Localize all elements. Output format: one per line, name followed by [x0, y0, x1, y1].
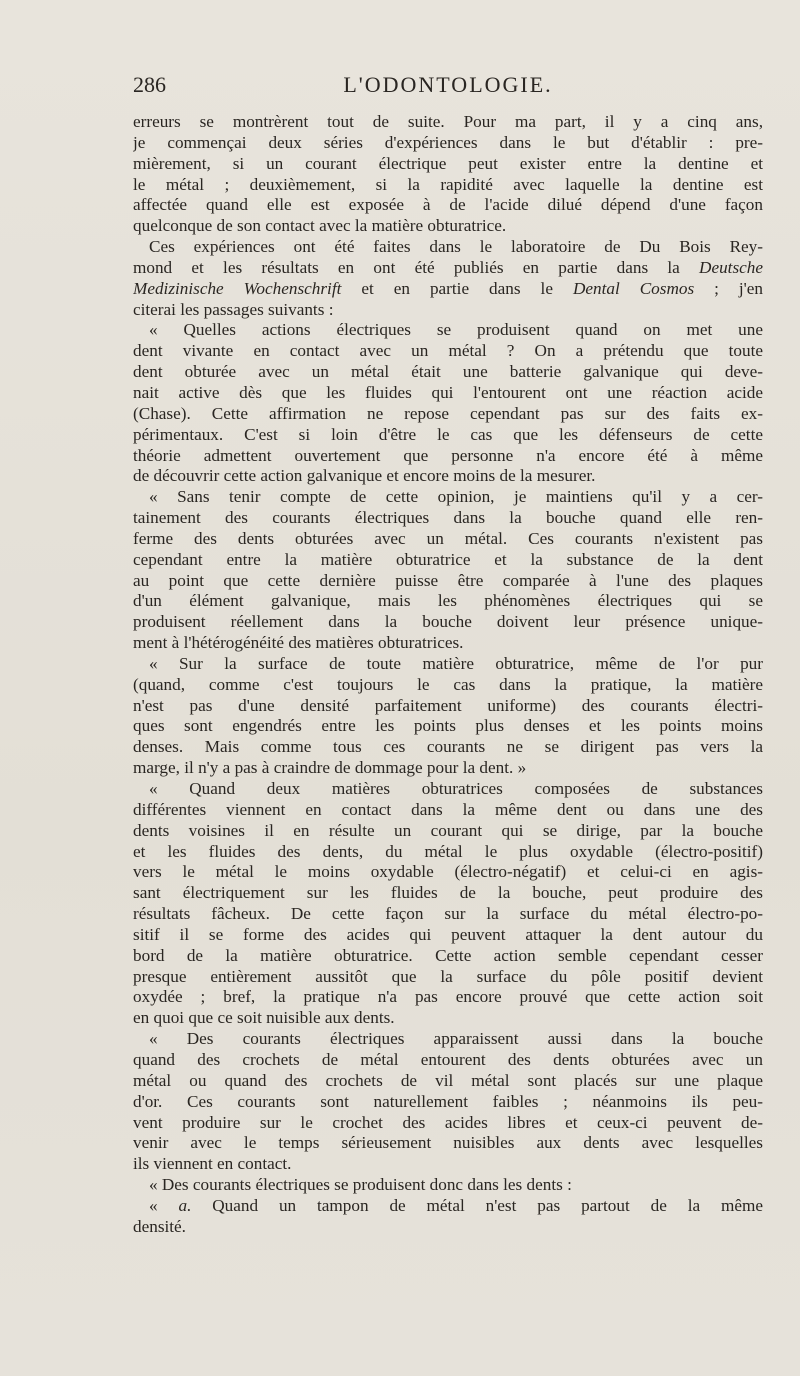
text-line: ferme des dents obturées avec un métal. Ces courants n'existent pas — [133, 528, 763, 548]
running-title: L'ODONTOLOGIE. — [343, 72, 553, 97]
text-line: dent vivante en contact avec un métal ? On a prétendu que toute — [133, 341, 763, 361]
text-line: tainement des courants électriques dans la bouche quand elle ren- — [133, 508, 763, 528]
text-line: bord de la matière obturatrice. Cette action semble cependant cesser — [133, 945, 763, 965]
body-text — [133, 112, 763, 1238]
text-line: le métal ; deuxièmement, si la rapidité avec laquelle la dentine est — [133, 174, 763, 194]
text-line: dents voisines il en résulte un courant qui se dirige, par la bouche — [133, 820, 763, 840]
text-segment: mond et les résultats en ont été publiés en partie dans la — [133, 257, 700, 277]
text-line: vent produire sur le crochet des acides libres et ceux-ci peuvent de- — [133, 1112, 763, 1132]
text-line: je commençai deux séries d'expériences dans le but d'établir : pre- — [133, 132, 763, 152]
text-line: ils viennent en contact. — [133, 1154, 292, 1174]
page-number: 286 — [133, 72, 166, 97]
text-line: théorie admettent ouvertement que personne n'a encore été à même — [133, 445, 763, 465]
text-line: dent obturée avec un métal était une batterie galvanique qui deve- — [133, 362, 763, 382]
text-line: « Quand deux matières obturatrices composées de substances — [149, 779, 763, 798]
text-line: quelconque de son contact avec la matière obturatrice. — [133, 216, 507, 236]
text-line: sant électriquement sur les fluides de la bouche, peut produire des — [133, 883, 763, 903]
text-line: Ces expériences ont été faites dans le laboratoire de Du Bois Rey- — [149, 237, 763, 257]
text-line: affectée quand elle est exposée à de l'acide dilué dépend d'une façon — [133, 195, 763, 215]
text-line: venir avec le temps sérieusement nuisibles aux dents avec lesquelles — [133, 1133, 763, 1153]
journal-title-italic: Dental Cosmos — [572, 278, 695, 298]
text-line: et les fluides des dents, du métal le plus oxydable (électro-positif) — [133, 841, 763, 861]
text-line: vers le métal le moins oxydable (électro-négatif) et celui-ci en agis- — [133, 862, 763, 882]
text-line: erreurs se montrèrent tout de suite. Pour ma part, il y a cinq ans, — [133, 112, 763, 131]
text-line: « Sans tenir compte de cette opinion, je maintiens qu'il y a cer- — [149, 487, 763, 507]
text-line: mièrement, si un courant électrique peut exister entre la dentine et — [133, 153, 763, 173]
text-segment: « — [149, 1195, 179, 1215]
text-line: densité. — [133, 1216, 186, 1236]
text-line: (Chase). Cette affirmation ne repose cependant pas sur des faits ex- — [133, 403, 763, 423]
text-line: « Des courants électriques apparaissent aussi dans la bouche — [149, 1029, 763, 1049]
text-line: différentes viennent en contact dans la même dent ou dans une des — [133, 799, 763, 819]
page-header — [133, 72, 763, 102]
text-line: ques sont engendrés entre les points plus denses et les points moins — [133, 716, 763, 736]
text-segment: et en partie dans le — [341, 278, 573, 298]
text-line — [133, 258, 763, 279]
text-line: quand des crochets de métal entourent des dents obturées avec un — [133, 1049, 763, 1069]
text-line: « Sur la surface de toute matière obturatrice, même de l'or pur — [149, 653, 763, 673]
text-line: « Des courants électriques se produisent donc dans les dents : — [149, 1175, 572, 1195]
text-line: produisent réellement dans la bouche doivent leur présence unique- — [133, 612, 763, 632]
text-line: d'un élément galvanique, mais les phénomènes électriques qui se — [133, 591, 763, 611]
text-line: périmentaux. C'est si loin d'être le cas que les défenseurs de cette — [133, 424, 763, 444]
enumeration-letter-italic: a. — [178, 1195, 192, 1215]
journal-title-italic: Deutsche — [699, 257, 763, 277]
text-line: marge, il n'y a pas à craindre de dommage pour la dent. » — [133, 758, 527, 778]
text-line: sitif il se forme des acides qui peuvent attaquer la dent autour du — [133, 924, 763, 944]
text-line: nait active dès que les fluides qui l'entourent ont une réaction acide — [133, 382, 763, 402]
text-segment: Quand un tampon de métal n'est pas partout de la même — [191, 1195, 763, 1215]
text-segment: ; j'en — [694, 278, 763, 298]
journal-title-italic: Medizinische Wochenschrift — [133, 278, 342, 298]
text-line: n'est pas d'une densité parfaitement uniforme) des courants électri- — [133, 695, 763, 715]
text-line: presque entièrement aussitôt que la surface du pôle positif devient — [133, 966, 763, 986]
text-line — [133, 279, 763, 300]
text-line: d'or. Ces courants sont naturellement faibles ; néanmoins ils peu- — [133, 1091, 763, 1111]
text-line: de découvrir cette action galvanique et encore moins de la mesurer. — [133, 466, 596, 486]
text-line: résultats fâcheux. De cette façon sur la surface du métal électro-po- — [133, 904, 763, 924]
text-line: denses. Mais comme tous ces courants ne se dirigent pas vers la — [133, 737, 763, 757]
text-line: « Quelles actions électriques se produisent quand on met une — [149, 320, 763, 340]
text-line: en quoi que ce soit nuisible aux dents. — [133, 1008, 395, 1028]
text-line: ment à l'hétérogénéité des matières obturatrices. — [133, 633, 464, 653]
text-line: cependant entre la matière obturatrice et la substance de la dent — [133, 549, 763, 569]
text-line: au point que cette dernière puisse être comparée à l'une des plaques — [133, 570, 763, 590]
text-line — [133, 1196, 763, 1217]
text-line: citerai les passages suivants : — [133, 299, 334, 319]
text-line: oxydée ; bref, la pratique n'a pas encore prouvé que cette action soit — [133, 987, 763, 1007]
text-line: métal ou quand des crochets de vil métal sont placés sur une plaque — [133, 1070, 763, 1090]
text-line: (quand, comme c'est toujours le cas dans la pratique, la matière — [133, 674, 763, 694]
